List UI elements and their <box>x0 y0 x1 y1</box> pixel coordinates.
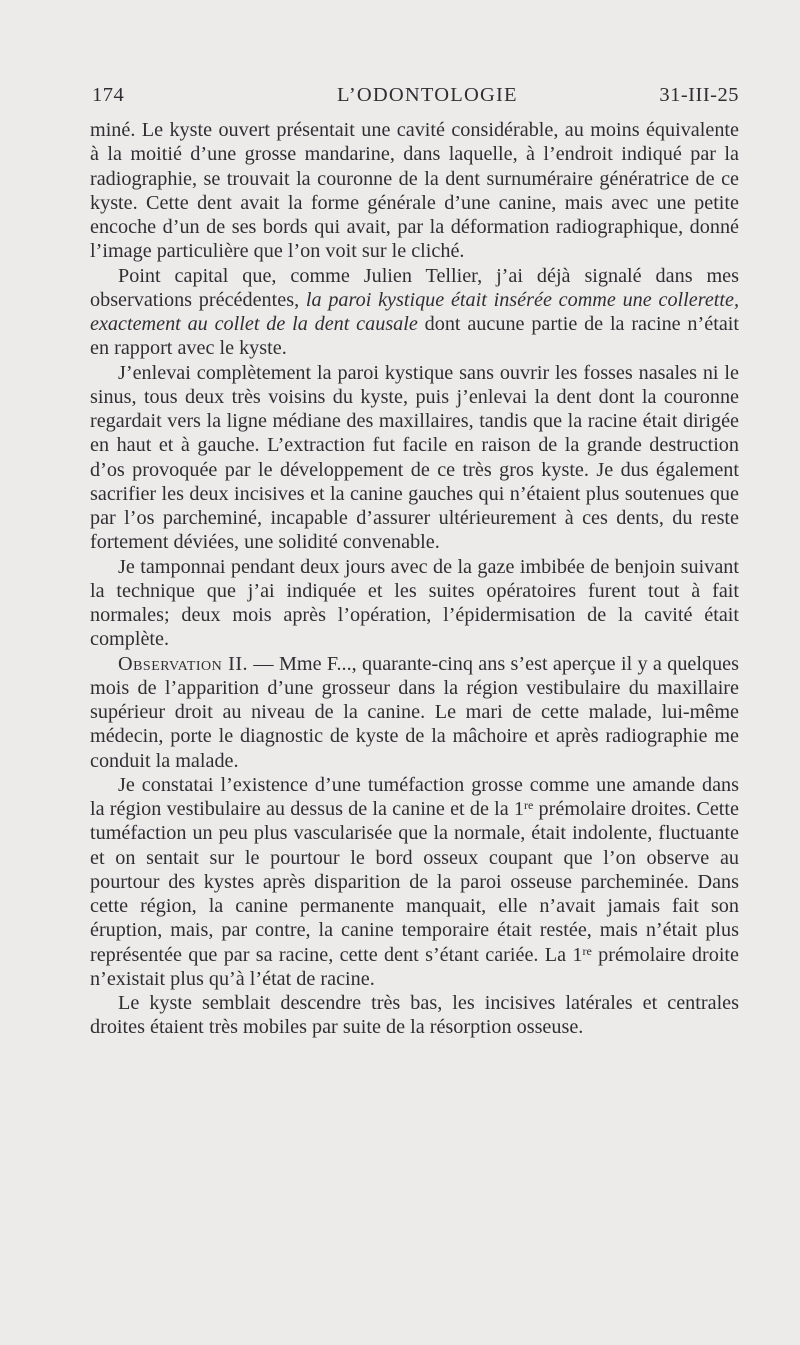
observation-label: Observation II. <box>118 652 249 675</box>
ordinal-superscript: re <box>582 943 592 958</box>
paragraph-resorption: Le kyste semblait descendre très bas, les incisives latérales et centrales droites étaient très mobiles par suite de la résorption osseuse. <box>90 992 739 1039</box>
paragraph-tamponade: Je tamponnai pendant deux jours avec de la gaze imbibée de benjoin suivant la technique que j’ai indiquée et les suites opératoires furent tout à fait normales; deux mois après l’opération, l’épidermisation de la cavité était complète. <box>90 555 739 651</box>
running-header <box>92 84 739 114</box>
paragraph-observation-ii <box>90 652 739 773</box>
paragraph-findings <box>90 773 739 991</box>
paragraph-extraction: J’enlevai complètement la paroi kystique sans ouvrir les fosses nasales ni le sinus, tous deux très voisins du kyste, puis j’enlevai la dent dont la couronne regardait vers la ligne médiane des maxillaires, tandis que la racine était dirigée en haut et à gauche. L’extraction fut facile en raison de la grande destruction d’os provoquée par le développement de ce très gros kyste. Je dus également sacrifier les deux incisives et la canine gauches qui n’étaient plus soutenues que par l’os parcheminé, incapable d’assurer ultérieurement à ces dents, du reste fortement déviées, une solidité convenable. <box>90 361 739 554</box>
paragraph-text: prémolaire droite n’existait plus qu’à l’état de racine. <box>90 943 739 990</box>
paragraph-cyst-wall <box>90 264 739 361</box>
italic-emphasis: la paroi kystique était insérée comme une collerette, exactement au collet de la dent causale <box>90 288 740 335</box>
paragraph-text: Point capital que, comme Julien Tellier, j’ai déjà signalé dans mes observations précédentes, <box>90 264 739 311</box>
paragraph-text: prémolaire droites. Cette tuméfaction un peu plus vascularisée que la normale, était indolente, fluctuante et on sentait sur le pourtour le bord osseux coupant que l’on observe au pourtour des kystes après disparition de la paroi osseuse parcheminée. Dans cette région, la canine permanente manquait, elle n’avait jamais fait son éruption, mais, par contre, la canine temporaire était restée, mais n’était plus représentée que par sa racine, cette dent s’étant cariée. La 1 <box>90 798 739 966</box>
paragraph-continuation: miné. Le kyste ouvert présentait une cavité considérable, au moins équivalente à la moitié d’une grosse mandarine, dans laquelle, à l’endroit indiqué par la radiographie, se trouvait la couronne de la dent surnuméraire génératrice de ce kyste. Cette dent avait la forme générale d’une canine, mais avec une petite encoche d’un de ses bords qui avait, par la déformation radiographique, donné l’image particulière que l’on voit sur le cliché. <box>90 119 739 263</box>
journal-title: L’ODONTOLOGIE <box>337 84 518 106</box>
issue-date: 31-III-25 <box>659 84 739 106</box>
article-body <box>90 118 739 1040</box>
paragraph-text: Je constatai l’existence d’une tuméfaction grosse comme une amande dans la région vestibulaire au dessus de la canine et de la 1 <box>90 773 739 820</box>
ordinal-superscript: re <box>524 798 534 812</box>
paragraph-text: dont aucune partie de la racine n’était en rapport avec le kyste. <box>90 313 739 360</box>
page-number: 174 <box>92 84 125 106</box>
paragraph-text: — Mme F..., quarante-cinq ans s’est aperçue il y a quelques mois de l’apparition d’une grosseur dans la région vestibulaire du maxillaire supérieur droit au niveau de la canine. Le mari de cette malade, lui-même médecin, porte le diagnostic de kyste de la mâchoire et après radiographie me conduit la malade. <box>90 652 739 772</box>
